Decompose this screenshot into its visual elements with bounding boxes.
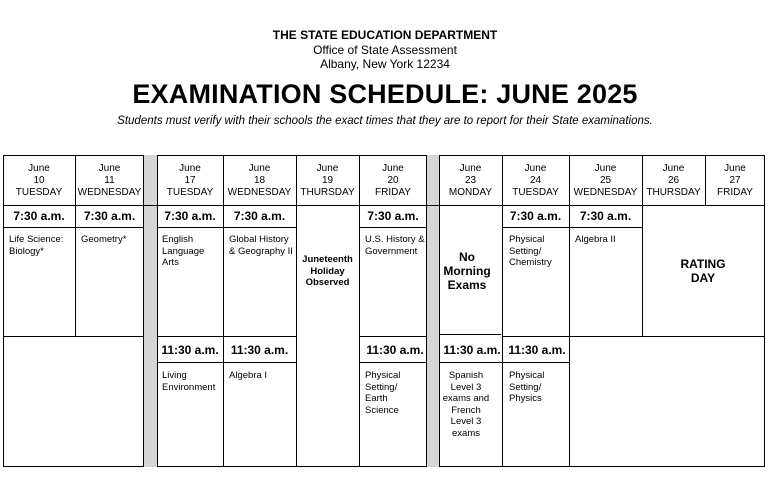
morning-time-jun17: 7:30 a.m. <box>164 209 216 223</box>
afternoon-time-divider <box>359 362 427 363</box>
report-time-note: Students must verify with their schools the exact times that they are to report for their State examinations. <box>117 115 653 127</box>
juneteenth-notice: Juneteenth Holiday Observed <box>302 254 353 288</box>
page-title: EXAMINATION SCHEDULE: JUNE 2025 <box>132 79 638 109</box>
exam-spanish-french: Spanish Level 3 exams and French Level 3 exams <box>442 370 490 439</box>
column-divider <box>223 155 224 467</box>
exam-ela: English Language Arts <box>162 234 205 268</box>
office-name: Office of State Assessment <box>313 43 457 57</box>
afternoon-time-jun18: 11:30 a.m. <box>230 343 289 357</box>
day-header-jun10: June 10 TUESDAY <box>15 163 63 198</box>
week-separator-1 <box>143 155 158 467</box>
afternoon-time-jun23: 11:30 a.m. <box>443 343 501 357</box>
exam-chemistry: Physical Setting/ Chemistry <box>509 234 552 268</box>
exam-biology: Life Science: Biology* <box>9 234 64 257</box>
morning-time-jun10: 7:30 a.m. <box>13 209 65 223</box>
afternoon-time-jun17: 11:30 a.m. <box>161 343 219 357</box>
day-header-jun25: June 25 WEDNESDAY <box>573 163 638 198</box>
column-divider <box>502 155 503 467</box>
afternoon-time-divider <box>439 362 570 363</box>
day-header-jun24: June 24 TUESDAY <box>512 163 559 198</box>
day-header-jun19: June 19 THURSDAY <box>300 163 355 198</box>
day-header-jun23: June 23 MONDAY <box>448 163 493 198</box>
morning-time-jun18: 7:30 a.m. <box>233 209 286 223</box>
session-divider <box>359 336 427 337</box>
morning-time-jun24: 7:30 a.m. <box>509 209 562 223</box>
exam-earth-science: Physical Setting/ Earth Science <box>365 370 401 416</box>
day-header-jun27: June 27 FRIDAY <box>717 163 753 198</box>
week-separator-2 <box>426 155 440 467</box>
afternoon-time-jun24: 11:30 a.m. <box>508 343 566 357</box>
morning-time-divider <box>3 227 144 228</box>
morning-time-jun25: 7:30 a.m. <box>579 209 632 223</box>
morning-time-jun20: 7:30 a.m. <box>367 209 419 223</box>
agency-name: THE STATE EDUCATION DEPARTMENT <box>272 28 498 42</box>
exam-physics: Physical Setting/ Physics <box>509 370 545 404</box>
column-divider <box>569 155 570 467</box>
morning-time-divider <box>503 227 642 228</box>
morning-time-divider <box>359 227 427 228</box>
morning-time-divider <box>157 227 296 228</box>
exam-geometry: Geometry* <box>81 234 127 245</box>
header-row-divider <box>3 205 765 206</box>
exam-algebra-i: Algebra I <box>229 370 268 381</box>
morning-time-jun11: 7:30 a.m. <box>83 209 136 223</box>
exam-us-history: U.S. History & Government <box>365 234 425 257</box>
afternoon-time-jun20: 11:30 a.m. <box>366 343 424 357</box>
no-morning-exams-notice: No Morning Exams <box>443 250 491 292</box>
exam-algebra-ii: Algebra II <box>575 234 616 245</box>
afternoon-time-divider <box>157 362 296 363</box>
week2-table <box>157 155 427 467</box>
exam-global-history: Global History & Geography II <box>229 234 293 257</box>
exam-living-environment: Living Environment <box>162 370 216 393</box>
day-header-jun11: June 11 WEDNESDAY <box>77 163 142 198</box>
column-divider <box>296 155 297 467</box>
week1-table <box>3 155 144 467</box>
session-divider <box>157 336 296 337</box>
office-address: Albany, New York 12234 <box>320 57 450 71</box>
session-divider <box>3 336 144 337</box>
day-header-jun20: June 20 FRIDAY <box>375 163 411 198</box>
rating-day-notice: RATING DAY <box>680 257 726 285</box>
column-divider <box>359 155 360 467</box>
session-divider <box>439 334 501 335</box>
day-header-jun18: June 18 WEDNESDAY <box>227 163 292 198</box>
day-header-jun26: June 26 THURSDAY <box>646 163 701 198</box>
day-header-jun17: June 17 TUESDAY <box>166 163 214 198</box>
session-divider <box>503 336 765 337</box>
